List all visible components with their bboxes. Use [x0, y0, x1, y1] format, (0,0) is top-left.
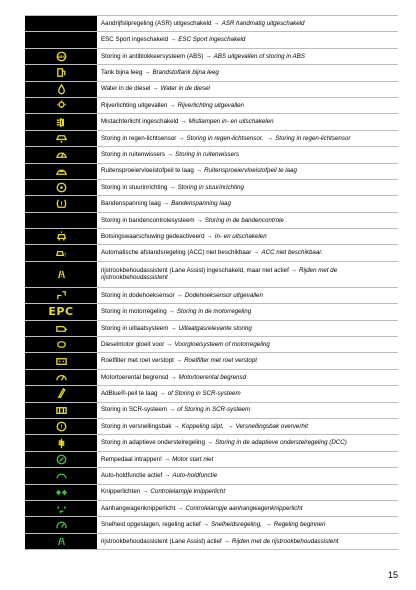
row-description — [97, 419, 398, 434]
arrow-icon: → — [168, 308, 175, 316]
row-label: Storing in stuurinrichting — [101, 183, 168, 191]
row-description — [97, 353, 398, 368]
row-label: rijstrookbehoudassistent (Lane Assist) actief — [101, 537, 222, 545]
arrow-icon: → — [170, 36, 177, 44]
table-row — [25, 82, 398, 98]
row-label: Knipperlichten — [101, 488, 141, 496]
row-description — [97, 321, 398, 336]
rain-sensor-icon — [25, 131, 97, 146]
arrow-icon: → — [169, 101, 176, 109]
arrow-icon: → — [253, 249, 260, 257]
arrow-icon: → — [202, 521, 209, 529]
table-row — [25, 534, 398, 550]
row-label: Bandenspanning laag — [101, 200, 161, 208]
lane-assist-icon — [25, 262, 97, 287]
row-description — [97, 452, 398, 467]
svg-text:ABS: ABS — [57, 54, 65, 59]
row-reference[interactable]: Ruitensproeiervloeistofpeil te laag — [204, 167, 297, 175]
row-label: ESC Sport ingeschakeld — [101, 36, 169, 44]
row-label: Storing in versnellingsbak — [101, 422, 172, 430]
trailer-icon — [25, 501, 97, 516]
row-reference[interactable]: Snelheidsregeling, — [210, 521, 262, 529]
table-row — [25, 304, 398, 320]
arrow-icon: → — [164, 472, 171, 480]
fuel-icon — [25, 65, 97, 80]
row-reference[interactable]: Storing in de motorregeling — [176, 308, 252, 316]
arrow-icon: → — [166, 151, 174, 159]
arrow-icon: → — [195, 167, 203, 175]
gearbox-icon — [25, 419, 97, 434]
soot-filter-icon — [25, 353, 97, 368]
row-description — [97, 213, 398, 228]
row-description — [97, 65, 398, 80]
table-row — [25, 288, 398, 304]
auto-hold-icon — [25, 468, 97, 483]
row-reference[interactable]: Uitlaatgasrelevante storing — [178, 324, 252, 332]
arrow-icon: → — [170, 373, 177, 381]
table-row — [25, 245, 398, 261]
table-row — [25, 386, 398, 402]
table-row — [25, 98, 398, 114]
water-in-diesel-icon — [25, 82, 97, 97]
row-reference[interactable]: Storing in regen-lichtsensor, — [186, 134, 264, 142]
table-row — [25, 213, 398, 229]
arrow-icon: → — [263, 521, 272, 529]
row-reference[interactable]: Motortoerental begrensd — [178, 373, 247, 381]
row-description — [97, 386, 398, 401]
icon-cell — [25, 213, 97, 228]
cruise-control-icon — [25, 517, 97, 532]
row-description — [97, 147, 398, 162]
svg-text:!: ! — [59, 202, 63, 209]
arrow-icon: → — [159, 390, 166, 398]
arrow-icon: → — [265, 134, 274, 142]
row-description — [97, 164, 398, 179]
row-description — [97, 403, 398, 418]
blind-spot-icon — [25, 288, 97, 303]
arrow-icon: → — [205, 52, 212, 60]
table-row — [25, 131, 398, 147]
collision-warning-icon — [25, 229, 97, 244]
table-row — [25, 337, 398, 353]
row-description — [97, 16, 398, 31]
table-row — [25, 262, 398, 288]
row-label: Storing in SCR-systeem — [101, 406, 168, 414]
row-reference[interactable]: Dodehoeksensor uitgevallen — [184, 291, 263, 299]
arrow-icon: → — [169, 183, 176, 191]
table-row — [25, 196, 398, 212]
row-reference[interactable]: Water in de diesel — [160, 85, 210, 93]
fog-light-icon — [25, 114, 97, 129]
arrow-icon: → — [152, 85, 159, 93]
arrow-icon: → — [213, 19, 220, 27]
table-row — [25, 65, 398, 81]
arrow-icon: → — [162, 200, 170, 208]
icon-cell — [25, 16, 97, 31]
row-reference[interactable]: Voorgloeisysteem of motorregeling — [174, 340, 270, 348]
row-reference-secondary[interactable]: Storing in regen-lichtsensor — [275, 134, 351, 142]
row-label: Storing in bandencontrolesysteem — [101, 216, 195, 224]
adblue-icon — [25, 386, 97, 401]
row-description — [97, 534, 398, 549]
suspension-icon — [25, 435, 97, 450]
row-reference[interactable]: ACC niet beschikbaar. — [261, 249, 323, 257]
arrow-icon: → — [173, 422, 180, 430]
row-label: Ruitensproeiervloeistofpeil te laag — [101, 167, 194, 175]
row-description — [97, 49, 398, 64]
row-reference[interactable]: Controlelampje aanhangwagenknipperlicht — [185, 504, 303, 512]
table-row — [25, 403, 398, 419]
row-label: Automatische afstandsregeling (ACC) niet beschikbaar — [101, 249, 252, 257]
engine-speed-icon — [25, 370, 97, 385]
arrow-icon: → — [166, 340, 173, 348]
table-row — [25, 49, 398, 65]
row-reference[interactable]: ESC Sport ingeschakeld — [178, 36, 246, 44]
arrow-icon: → — [225, 422, 234, 430]
arrow-icon: → — [177, 504, 184, 512]
row-description — [97, 262, 398, 287]
arrow-icon: → — [170, 324, 177, 332]
table-row — [25, 321, 398, 337]
row-label: Storing in uitlaatsysteem — [101, 324, 169, 332]
row-description — [97, 337, 398, 352]
table-row — [25, 16, 398, 32]
row-description — [97, 114, 398, 129]
epc-icon: EPC — [25, 304, 97, 319]
row-description — [97, 288, 398, 303]
row-description — [97, 468, 398, 483]
row-label: Aanhangwagenknipperlicht — [101, 504, 176, 512]
table-row — [25, 452, 398, 468]
row-reference[interactable]: ABS uitgevallen of storing in ABS — [213, 52, 305, 60]
row-reference-secondary[interactable]: Regeling beginnen — [273, 521, 326, 529]
turn-signal-icon — [25, 485, 97, 500]
exhaust-icon — [25, 321, 97, 336]
row-reference[interactable]: Controlelampje knipperlicht — [150, 488, 226, 496]
row-description — [97, 82, 398, 97]
steering-icon — [25, 180, 97, 195]
tire-pressure-icon — [25, 196, 97, 211]
row-label: Auto-holdfunctie actief — [101, 472, 163, 480]
row-label: Storing in ruitenwissers — [101, 151, 165, 159]
table-row — [25, 180, 398, 196]
row-reference[interactable]: Koppeling slipt, — [181, 422, 224, 430]
arrow-icon: → — [169, 406, 176, 414]
row-description — [97, 517, 398, 532]
table-row — [25, 147, 398, 163]
table-row — [25, 114, 398, 130]
row-label: Mistachterlicht ingeschakeld — [101, 118, 179, 126]
row-reference[interactable]: Auto-holdfunctie — [172, 472, 218, 480]
row-label: Dieselmotor gloeit voor — [101, 340, 165, 348]
row-description — [97, 304, 398, 319]
row-label: rijstrookbehoudassistent (Lane Assist) ingeschakeld, maar niet actief — [101, 266, 289, 274]
row-label: Roetfilter met roet verstopt — [101, 357, 174, 365]
svg-text:!: ! — [60, 182, 62, 187]
table-row — [25, 370, 398, 386]
row-label: Storing in antiblokkeersysteem (ABS) — [101, 52, 204, 60]
row-reference[interactable]: Storing in de bandencontrole — [204, 216, 284, 224]
table-row — [25, 32, 398, 48]
table-row — [25, 164, 398, 180]
row-reference[interactable]: Storing in de adaptieve onderstelregeling (DCC) — [215, 439, 347, 447]
row-description — [97, 485, 398, 500]
row-reference[interactable]: Roetfilter met roet verstopt — [184, 357, 257, 365]
row-reference[interactable]: In- en uitschakelen — [214, 232, 267, 240]
table-row — [25, 353, 398, 369]
arrow-icon: → — [196, 216, 203, 224]
row-reference[interactable]: Bandenspanning laag — [171, 200, 231, 208]
row-description — [97, 196, 398, 211]
row-label: Rijverlichting uitgevallen — [101, 101, 168, 109]
abs-icon — [25, 49, 97, 64]
row-reference[interactable]: ASR handmatig uitgeschakeld — [221, 19, 305, 27]
row-description — [97, 435, 398, 450]
row-description — [97, 32, 398, 47]
row-label: Motortoerental begrensd — [101, 373, 169, 381]
table-row — [25, 517, 398, 533]
page-number: 15 — [387, 570, 398, 580]
row-label: Aandrijfslipregeling (ASR) uitgeschakeld — [101, 19, 212, 27]
washer-fluid-icon — [25, 164, 97, 179]
row-reference[interactable]: Brandstoftank bijna leeg — [152, 69, 219, 77]
row-reference[interactable]: of Storing in SCR-systeem — [177, 406, 251, 414]
row-description — [97, 245, 398, 260]
row-label: Storing in regen-lichtsensor — [101, 134, 177, 142]
scr-icon — [25, 403, 97, 418]
row-label: Botsingswaarschuwing gedeactiveerd — [101, 232, 205, 240]
table-row — [25, 435, 398, 451]
arrow-icon: → — [180, 118, 187, 126]
row-reference[interactable]: Rijden met de rijstrookbehoudassistent — [231, 537, 339, 545]
icon-cell — [25, 32, 97, 47]
table-row — [25, 229, 398, 245]
row-label: Snelheid opgeslagen, regeling actief — [101, 521, 201, 529]
row-description — [97, 98, 398, 113]
brake-pedal-icon — [25, 452, 97, 467]
row-label: Water in de diesel — [101, 85, 151, 93]
arrow-icon: → — [206, 439, 214, 447]
table-row — [25, 501, 398, 517]
row-reference[interactable]: Mistlampen in- en uitschakelen — [188, 118, 274, 126]
row-reference[interactable]: Storing in stuurinrichting — [177, 183, 244, 191]
row-label: Tank bijna leeg — [101, 69, 143, 77]
svg-text:!: ! — [60, 424, 62, 431]
table-row — [25, 419, 398, 435]
row-reference[interactable]: Rijverlichting uitgevallen — [177, 101, 244, 109]
bulb-icon — [25, 98, 97, 113]
lane-assist-active-icon — [25, 534, 97, 549]
arrow-icon: → — [176, 291, 183, 299]
glow-plug-icon — [25, 337, 97, 352]
arrow-icon: → — [178, 134, 185, 142]
row-description — [97, 131, 398, 146]
svg-text:!: ! — [63, 251, 66, 258]
arrow-icon: → — [290, 266, 297, 274]
row-reference[interactable]: of Storing in SCR-systeem — [167, 390, 241, 398]
row-description — [97, 370, 398, 385]
row-reference[interactable]: Motor start niet — [172, 455, 214, 463]
row-reference-secondary[interactable]: Versnellingsbak oververhit — [235, 422, 308, 430]
row-label: AdBlue®-peil te laag — [101, 390, 158, 398]
acc-icon — [25, 245, 97, 260]
row-label: Storing in dodehoeksensor — [101, 291, 175, 299]
arrow-icon: → — [144, 69, 151, 77]
arrow-icon: → — [175, 357, 183, 365]
arrow-icon: → — [206, 232, 213, 240]
row-label: Storing in motorregeling — [101, 308, 167, 316]
arrow-icon: → — [223, 537, 230, 545]
arrow-icon: → — [163, 455, 171, 463]
row-label: Rempedaal intrappen! — [101, 455, 162, 463]
row-reference[interactable]: Storing in ruitenwissers — [175, 151, 240, 159]
table-row — [25, 485, 398, 501]
row-label: Storing in adaptieve onderstelregeling — [101, 439, 205, 447]
wiper-icon — [25, 147, 97, 162]
warning-lights-table — [25, 15, 398, 550]
arrow-icon: → — [142, 488, 149, 496]
row-description — [97, 501, 398, 516]
table-row — [25, 468, 398, 484]
row-description — [97, 180, 398, 195]
row-description — [97, 229, 398, 244]
row-reference[interactable]: Rijden met de rijstrookbehoudassistent — [101, 266, 338, 282]
